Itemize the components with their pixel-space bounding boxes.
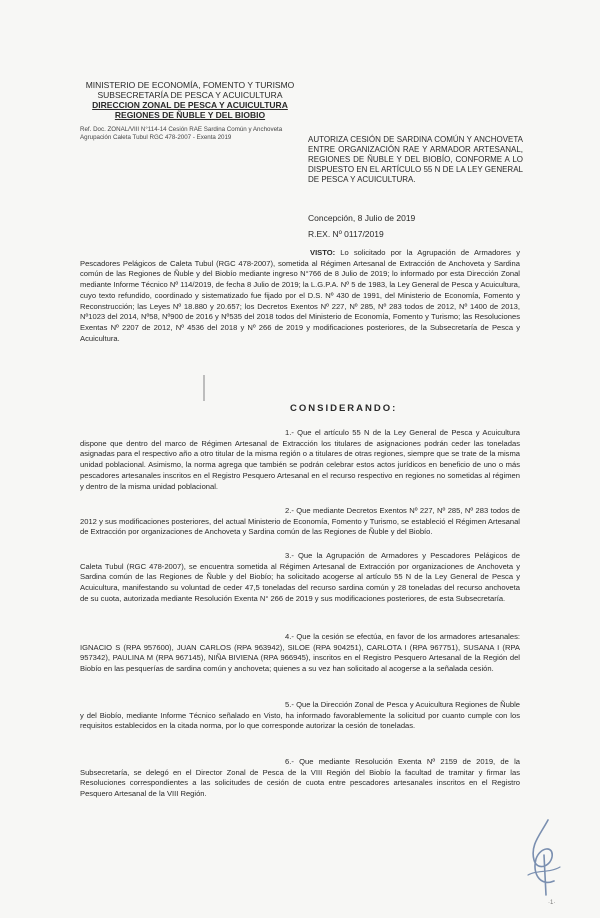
considerando-heading: CONSIDERANDO: [290,403,398,414]
scan-mark [203,375,205,401]
considerando-item: 6.- Que mediante Resolución Exenta Nº 2159 de 2019, de la Subsecretaría, se delegó en el Director Zonal de Pesca de la VIII Región del Biobío la facultad de tramitar y firmar las Resoluciones correspondientes a las solicitudes de cesión de cuota entre pescadores artesanales inscritos en el Registro Pesquero Artesanal de la VIII Región. [80,757,520,799]
regiones-name: REGIONES DE ÑUBLE Y DEL BIOBIO [114,110,266,120]
resolution-number: R.EX. Nº 0117/2019 [308,229,384,239]
visto-text: Lo solicitado por la Agrupación de Armadores y Pescadores Pelágicos de Caleta Tubul (RGC 478-2007), sometida al Régimen Artesanal de Extracción de Anchoveta y Sardina común de las Regiones de Ñuble y del Biobío mediante ingreso N°766 de 8 Julio de 2019; lo informado por esta Dirección Zonal mediante Informe Técnico Nº 114/2019, de fecha 8 Julio de 2019; la L.G.P.A. Nº 5 de 1983, la Ley General de Pesca y Acuicultura, cuyo texto refundido, coordinado y sistematizado fue fijado por el D.S. Nº 430 de 1991, del Ministerio de Economía, Fomento y Reconstrucción; las Leyes Nº 18.880 y 20.657; los Decretos Exentos Nº 227, Nº 285, Nº 283 todos de 2012, Nº 1400 de 2013, Nº1023 del 2014, Nº58, Nº900 de 2016 y Nº535 del 2018 todos del Ministerio de Economía, Fomento y Turismo; las Resoluciones Exentas Nº 2207 de 2012, Nº 4536 del 2018 y Nº 266 de 2019 y modificaciones posteriores, de la Subsecretaría de Pesca y Acuicultura. [80,248,520,343]
visto-lead: VISTO: [310,248,336,257]
resolution-date: Concepción, 8 Julio de 2019 [308,213,416,223]
considerando-item: 5.- Que la Dirección Zonal de Pesca y Acuicultura Regiones de Ñuble y del Biobío, mediante Informe Técnico señalado en Visto, ha informado favorablemente la solicitud por cuanto cumple con los requisitos establecidos en la citada norma, por lo que corresponde autorizar la cesión de toneladas. [80,700,520,731]
signature-mark [510,815,570,900]
visto-paragraph [80,248,520,344]
considerando-item: 4.- Que la cesión se efectúa, en favor de los armadores artesanales: IGNACIO S (RPA 957600), JUAN CARLOS (RPA 963942), SILOE (RPA 904251), CARLOTA I (RPA 967751), SUSANA I (RPA 957342), PAULINA M (RPA 967145), NIÑA BIVIENA (RPA 966945), inscritos en el Registro Pesquero Artesanal de la Región del Biobío en las pesquerías de sardina común y anchoveta; quienes a su vez han solicitado al acogerse a la señalada cesión. [80,632,520,674]
considerando-item: 1.- Que el artículo 55 N de la Ley General de Pesca y Acuicultura dispone que dentro del marco de Régimen Artesanal de Extracción los titulares de asignaciones podrán ceder las toneladas asignadas para el respectivo año a otro titular de la misma región o a titulares de otras regiones, siempre que se trate de la misma unidad poblacional. Asimismo, la norma agrega que también se podrán celebrar estos actos jurídicos en beneficio de uno o más pescadores artesanales inscritos en el Registro Pesquero Artesanal en el recurso respectivo en regiones no sometidas al régimen y dentro de la misma unidad poblacional. [80,428,520,491]
reference-line: Ref. Doc. ZONAL/VIII N°114-14 Cesión RAE Sardina Común y Anchoveta Agrupación Caleta Tubul RGC 478-2007 - Exenta 2019 [80,126,283,141]
considerando-item: 3.- Que la Agrupación de Armadores y Pescadores Pelágicos de Caleta Tubul (RGC 478-2007), se encuentra sometida al Régimen Artesanal de Extracción por organizaciones de Anchoveta y Sardina común de las Regiones de Ñuble y del Biobío; ha solicitado acogerse al artículo 55 N de la Ley General de Pesca y Acuicultura, manifestando su voluntad de ceder 47,5 toneladas del recurso sardina común y 28 toneladas del recurso anchoveta de su cuota, autorizada mediante Resolución Exenta N° 266 de 2019 y sus modificaciones posteriores, de esta Subsecretaría. [80,551,520,603]
subsecretaria-name: SUBSECRETARÍA DE PESCA Y ACUICULTURA [97,90,283,100]
page-number: ·1· [548,900,556,906]
considerando-item: 2.- Que mediante Decretos Exentos Nº 227, Nº 285, Nº 283 todos de 2012 y sus modificaciones posteriores, del actual Ministerio de Economía, Fomento y Turismo, se estableció el Régimen Artesanal de Extracción por organizaciones de Anchoveta y Sardina común de las Regiones de Ñuble y del Biobío. [80,506,520,537]
direccion-zonal-name: DIRECCION ZONAL DE PESCA Y ACUICULTURA [92,100,288,110]
ministry-name: MINISTERIO DE ECONOMÍA, FOMENTO Y TURISMO [85,80,295,90]
resolution-subject: AUTORIZA CESIÓN DE SARDINA COMÚN Y ANCHOVETA ENTRE ORGANIZACIÓN RAE Y ARMADOR ARTESANAL, REGIONES DE ÑUBLE Y DEL BIOBÍO, CONFORME A LO DISPUESTO EN EL ARTÍCULO 55 N DE LA LEY GENERAL DE PESCA Y ACUICULTURA. [308,135,523,184]
letterhead [80,80,300,120]
